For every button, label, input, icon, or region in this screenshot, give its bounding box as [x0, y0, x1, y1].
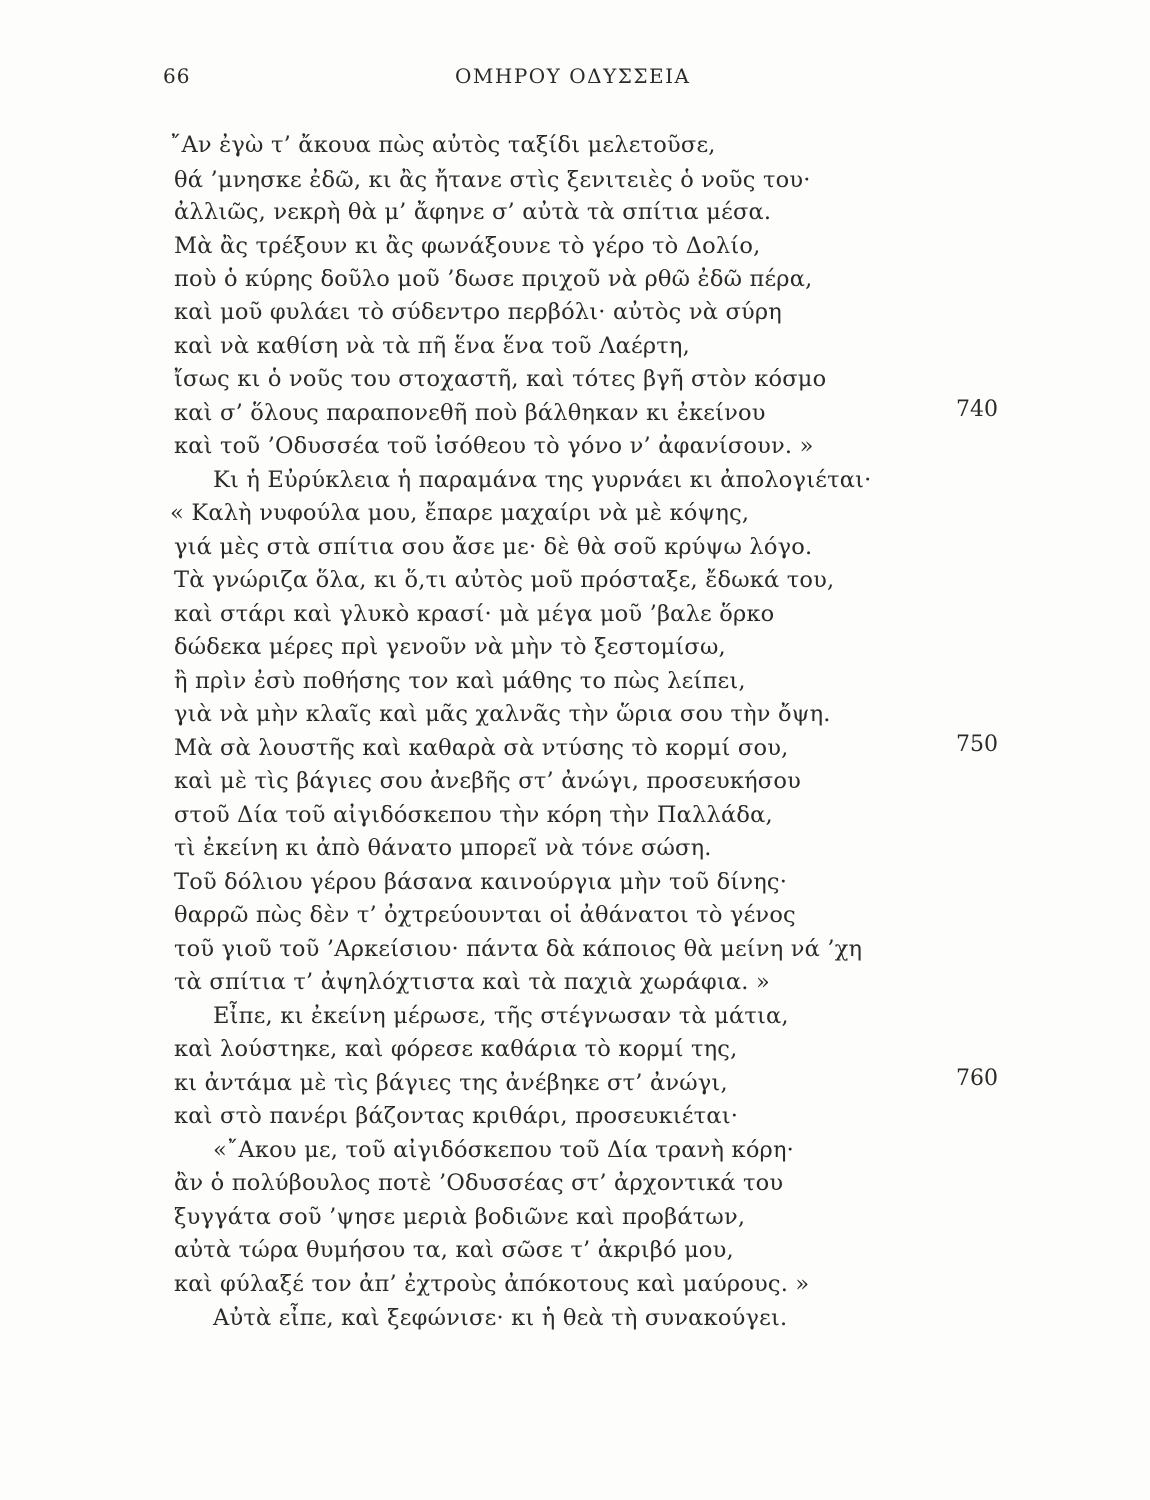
verse-line: αὐτὰ τώρα θυμήσου τα, καὶ σῶσε τ’ ἀκριβό μου, — [174, 1237, 734, 1263]
verse-line: ξυγγάτα σοῦ ’ψησε μεριὰ βοδιῶνε καὶ προβάτων, — [174, 1204, 746, 1230]
verse-line: Τοῦ δόλιου γέρου βάσανα καινούργια μὴν τοῦ δίνης· — [174, 869, 788, 895]
line-number-740: 740 — [956, 397, 998, 422]
verse-line: Τὰ γνώριζα ὅλα, κι ὅ,τι αὐτὸς μοῦ πρόσταξε, ἔδωκά του, — [174, 567, 835, 593]
verse-line: Αὐτὰ εἶπε, καὶ ξεφώνισε· κι ἡ θεὰ τὴ συνακούγει. — [213, 1305, 788, 1331]
verse-line: τοῦ γιοῦ τοῦ ’Αρκείσιου· πάντα δὰ κάποιος θὰ μείνη νά ’χη — [174, 936, 863, 962]
verse-line: ἀλλιῶς, νεκρὴ θὰ μ’ ἄφηνε σ’ αὐτὰ τὰ σπίτια μέσα. — [174, 199, 772, 225]
verse-line: ἂν ὁ πολύβουλος ποτὲ ’Οδυσσέας στ’ ἀρχοντικά του — [174, 1170, 784, 1196]
verse-line: γιὰ νὰ μὴν κλαῖς καὶ μᾶς χαλνᾶς τὴν ὥρια σου τὴν ὄψη. — [174, 701, 831, 727]
verse-line: τὶ ἐκείνη κι ἀπὸ θάνατο μπορεῖ νὰ τόνε σώση. — [174, 835, 712, 861]
verse-line: γιά μὲς στὰ σπίτια σου ἄσε με· δὲ θὰ σοῦ κρύψω λόγο. — [174, 534, 813, 560]
line-number-760: 760 — [956, 1066, 998, 1091]
verse-line: κι ἀντάμα μὲ τὶς βάγιες της ἀνέβηκε στ’ ἀνώγι, — [174, 1070, 728, 1096]
verse-line: «῎Ακου με, τοῦ αἰγιδόσκεπου τοῦ Δία τρανὴ κόρη· — [213, 1137, 795, 1163]
verse-line: ἢ πρὶν ἐσὺ ποθήσης τον καὶ μάθης το πὼς λείπει, — [174, 668, 746, 694]
verse-line: καὶ μὲ τὶς βάγιες σου ἀνεβῆς στ’ ἀνώγι, προσευκήσου — [174, 768, 801, 794]
verse-line: καὶ στὸ πανέρι βάζοντας κριθάρι, προσευκιέται· — [174, 1103, 739, 1129]
verse-line: δώδεκα μέρες πρὶ γενοῦν νὰ μὴν τὸ ξεστομίσω, — [174, 634, 726, 660]
verse-line: στοῦ Δία τοῦ αἰγιδόσκεπου τὴν κόρη τὴν Παλλάδα, — [174, 802, 773, 828]
verse-line: Εἶπε, κι ἐκείνη μέρωσε, τῆς στέγνωσαν τὰ μάτια, — [213, 1003, 789, 1029]
verse-line: καὶ στάρι καὶ γλυκὸ κρασί· μὰ μέγα μοῦ ’βαλε ὅρκο — [174, 601, 775, 627]
running-head: ΟΜΗΡΟΥ ΟΔΥΣΣΕΙΑ — [455, 64, 691, 88]
verse-line: « Καλὴ νυφούλα μου, ἔπαρε μαχαίρι νὰ μὲ κόψης, — [170, 500, 750, 526]
verse-line: καὶ τοῦ ’Οδυσσέα τοῦ ἰσόθεου τὸ γόνο ν’ ἀφανίσουν. » — [174, 433, 814, 459]
verse-line: καὶ σ’ ὅλους παραπονεθῆ ποὺ βάλθηκαν κι ἐκείνου — [174, 400, 766, 426]
verse-line: καὶ μοῦ φυλάει τὸ σύδεντρο περβόλι· αὐτὸς νὰ σύρη — [174, 299, 782, 325]
verse-line: θά ’μνησκε ἐδῶ, κι ἂς ἤτανε στὶς ξενιτειὲς ὁ νοῦς του· — [174, 167, 811, 193]
verse-line: ποὺ ὁ κύρης δοῦλο μοῦ ’δωσε πριχοῦ νὰ ρθῶ ἐδῶ πέρα, — [174, 266, 813, 292]
verse-line: ῎Αν ἐγὼ τ’ ἄκουα πὼς αὐτὸς ταξίδι μελετοῦσε, — [170, 132, 716, 158]
verse-line: θαρρῶ πὼς δὲν τ’ ὀχτρεύουνται οἱ ἀθάνατοι τὸ γένος — [174, 902, 796, 928]
verse-line: ἴσως κι ὁ νοῦς του στοχαστῆ, καὶ τότες βγῆ στὸν κόσμο — [174, 366, 827, 392]
line-number-750: 750 — [956, 732, 998, 757]
page-number: 66 — [163, 64, 191, 88]
verse-line: Μὰ ἂς τρέξουν κι ἂς φωνάξουνε τὸ γέρο τὸ Δολίο, — [174, 233, 761, 259]
verse-line: Μὰ σὰ λουστῆς καὶ καθαρὰ σὰ ντύσης τὸ κορμί σου, — [174, 735, 789, 761]
verse-line: τὰ σπίτια τ’ ἀψηλόχτιστα καὶ τὰ παχιὰ χωράφια. » — [174, 969, 770, 995]
verse-line: καὶ νὰ καθίση νὰ τὰ πῆ ἕνα ἕνα τοῦ Λαέρτη, — [174, 333, 690, 359]
verse-line: Κι ἡ Εὐρύκλεια ἡ παραμάνα της γυρνάει κι ἀπολογιέται· — [213, 467, 872, 493]
verse-line: καὶ λούστηκε, καὶ φόρεσε καθάρια τὸ κορμί της, — [174, 1036, 738, 1062]
verse-line: καὶ φύλαξέ τον ἀπ’ ἐχτροὺς ἀπόκοτους καὶ μαύρους. » — [174, 1271, 810, 1297]
